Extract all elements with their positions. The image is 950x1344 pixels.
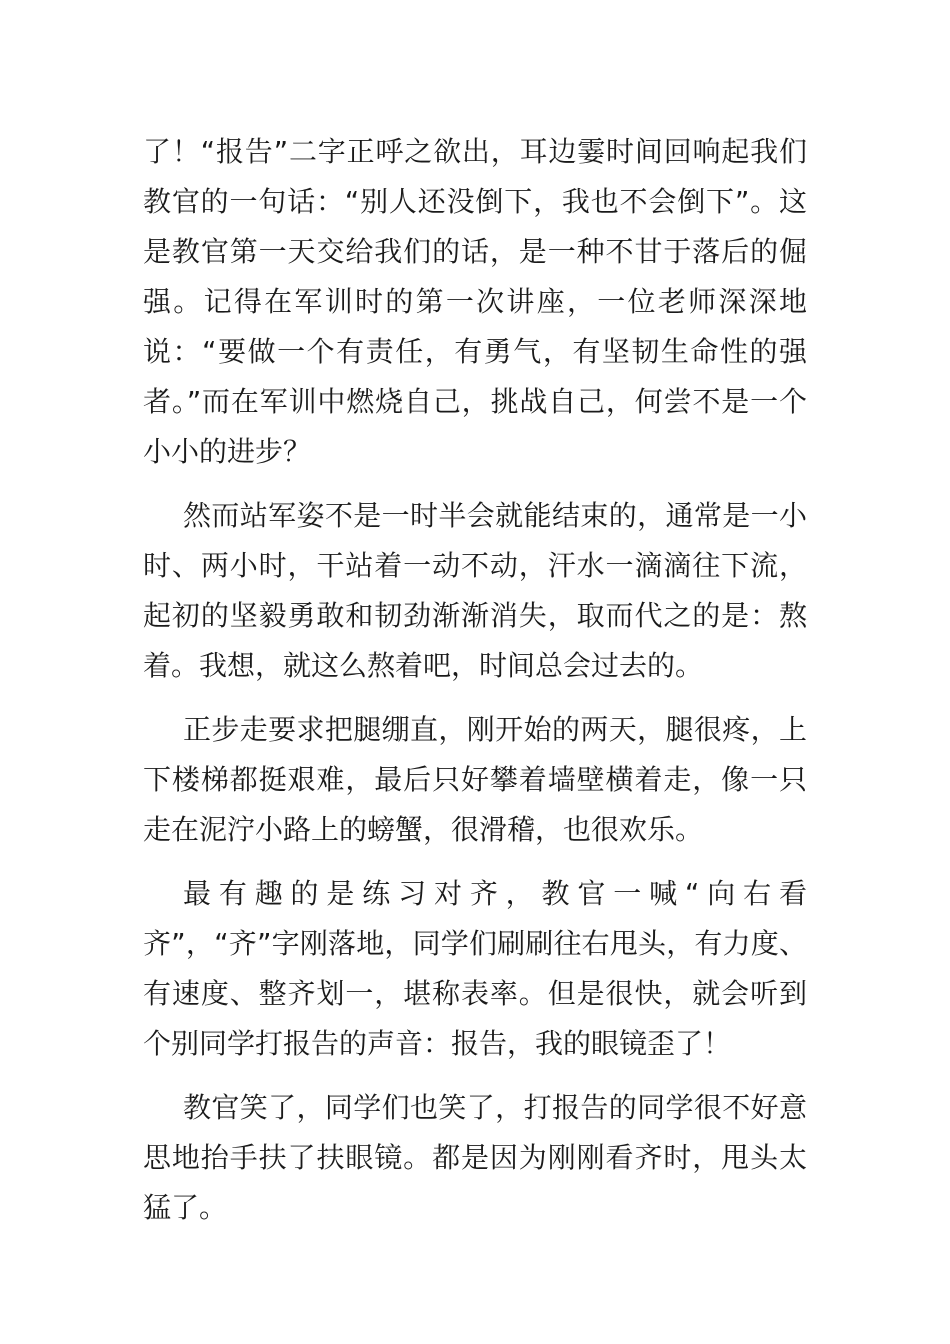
paragraph-5: 教官笑了，同学们也笑了，打报告的同学很不好意思地抬手扶了扶眼镜。都是因为刚刚看齐时，甩头太猛了。 [143, 1091, 807, 1224]
document-body [143, 127, 807, 1247]
paragraph-1: 了！“报告”二字正呼之欲出，耳边霎时间回响起我们教官的一句话：“别人还没倒下，我也不会倒下”。这是教官第一天交给我们的话，是一种不甘于落后的倔强。记得在军训时的第一次讲座，一位老师深深地说：“要做一个有责任，有勇气，有坚韧生命性的强者。”而在军训中燃烧自己，挑战自己，何尝不是一个小小的进步？ [143, 135, 807, 468]
paragraph-2: 然而站军姿不是一时半会就能结束的，通常是一小时、两小时，干站着一动不动，汗水一滴滴往下流，起初的坚毅勇敢和韧劲渐渐消失，取而代之的是：熬着。我想，就这么熬着吧，时间总会过去的。 [143, 499, 807, 682]
paragraph-4: 最有趣的是练习对齐，教官一喊“向右看齐”，“齐”字刚落地，同学们刷刷往右甩头，有力度、有速度、整齐划一，堪称表率。但是很快，就会听到个别同学打报告的声音：报告，我的眼镜歪了！ [143, 877, 807, 1060]
paragraph-3: 正步走要求把腿绷直，刚开始的两天，腿很疼，上下楼梯都挺艰难，最后只好攀着墙壁横着走，像一只走在泥泞小路上的螃蟹，很滑稽，也很欢乐。 [143, 713, 807, 846]
